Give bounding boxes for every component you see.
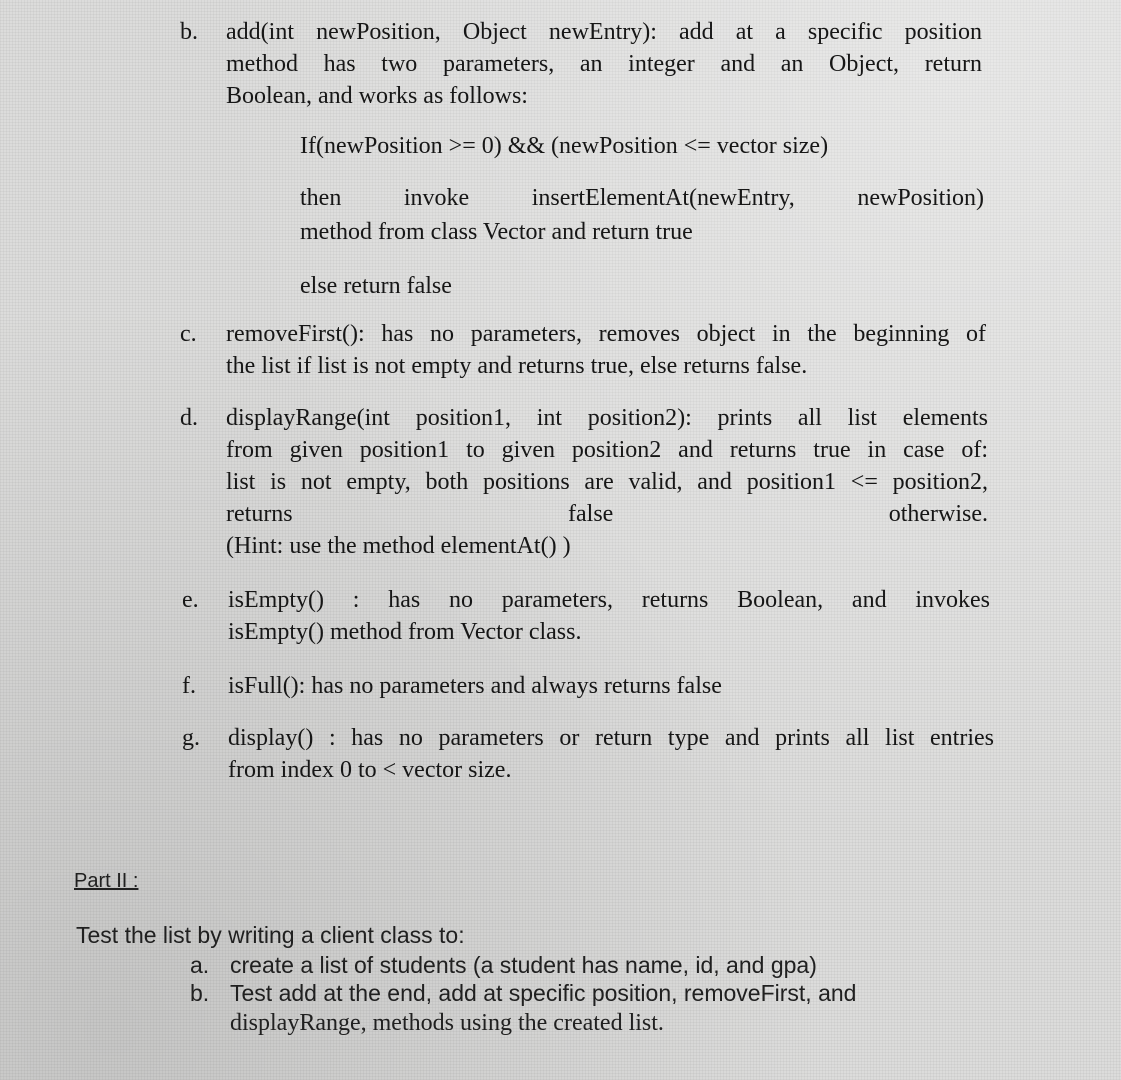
- returns-word: otherwise.: [888, 501, 988, 527]
- then-word: invoke: [403, 185, 470, 211]
- hint-line: (Hint: use the method elementAt() ): [226, 533, 571, 559]
- item-line: add(int newPosition, Object newEntry): add at a specific position: [226, 19, 982, 45]
- item-f: [182, 670, 990, 702]
- item-body: [230, 978, 950, 1038]
- part2-item-a: [190, 950, 910, 980]
- item-line: removeFirst(): has no parameters, removes object in the beginning of: [226, 321, 986, 347]
- item-body: [226, 318, 986, 382]
- item-marker: a.: [190, 952, 210, 978]
- item-line: isFull(): has no parameters and always returns false: [228, 673, 722, 699]
- returns-row: [226, 498, 988, 530]
- item-line: create a list of students (a student has name, id, and gpa): [230, 952, 817, 978]
- item-e: [182, 584, 990, 648]
- item-body: [228, 584, 990, 648]
- algorithm-then-line: [300, 182, 984, 214]
- item-line: from given position1 to given position2 and returns true in case of:: [226, 437, 988, 463]
- item-marker: f.: [182, 673, 196, 699]
- part-heading: Part II :: [74, 870, 139, 892]
- item-body: [226, 16, 982, 112]
- item-line: Boolean, and works as follows:: [226, 83, 528, 109]
- item-marker: c.: [180, 321, 197, 347]
- part2-item-b: [190, 978, 950, 1038]
- item-marker: g.: [182, 725, 200, 751]
- item-body: [226, 402, 988, 562]
- item-g: [182, 722, 994, 786]
- returns-word: false: [568, 501, 614, 527]
- then-word: insertElementAt(newEntry,: [531, 185, 795, 211]
- item-marker: d.: [180, 405, 198, 431]
- item-marker: e.: [182, 587, 199, 613]
- item-d: [180, 402, 988, 562]
- item-line: the list if list is not empty and returns true, else returns false.: [226, 353, 808, 379]
- item-body: [228, 670, 990, 702]
- item-body: [230, 950, 910, 980]
- algorithm-then-continuation: method from class Vector and return true: [300, 219, 693, 245]
- item-line: isEmpty() : has no parameters, returns Boolean, and invokes: [228, 587, 990, 613]
- then-word: then: [300, 185, 342, 211]
- item-line: list is not empty, both positions are valid, and position1 <= position2,: [226, 469, 988, 495]
- algorithm-condition: If(newPosition >= 0) && (newPosition <= vector size): [300, 133, 829, 159]
- item-c: [180, 318, 986, 382]
- item-marker: b.: [180, 19, 198, 45]
- algorithm-else-line: else return false: [300, 273, 452, 299]
- item-line: display() : has no parameters or return type and prints all list entries: [228, 725, 994, 751]
- part2-intro: Test the list by writing a client class to:: [76, 922, 465, 948]
- item-body: [228, 722, 994, 786]
- item-line: displayRange(int position1, int position2): prints all list elements: [226, 405, 988, 431]
- item-b: [180, 16, 982, 112]
- item-line: method has two parameters, an integer and an Object, return: [226, 51, 982, 77]
- item-line: Test add at the end, add at specific position, removeFirst, and: [230, 980, 857, 1006]
- item-line: from index 0 to < vector size.: [228, 757, 512, 783]
- item-line: isEmpty() method from Vector class.: [228, 619, 582, 645]
- then-word: newPosition): [857, 185, 984, 211]
- returns-word: returns: [226, 501, 293, 527]
- item-marker: b.: [190, 980, 210, 1006]
- item-line: displayRange, methods using the created list.: [230, 1010, 664, 1036]
